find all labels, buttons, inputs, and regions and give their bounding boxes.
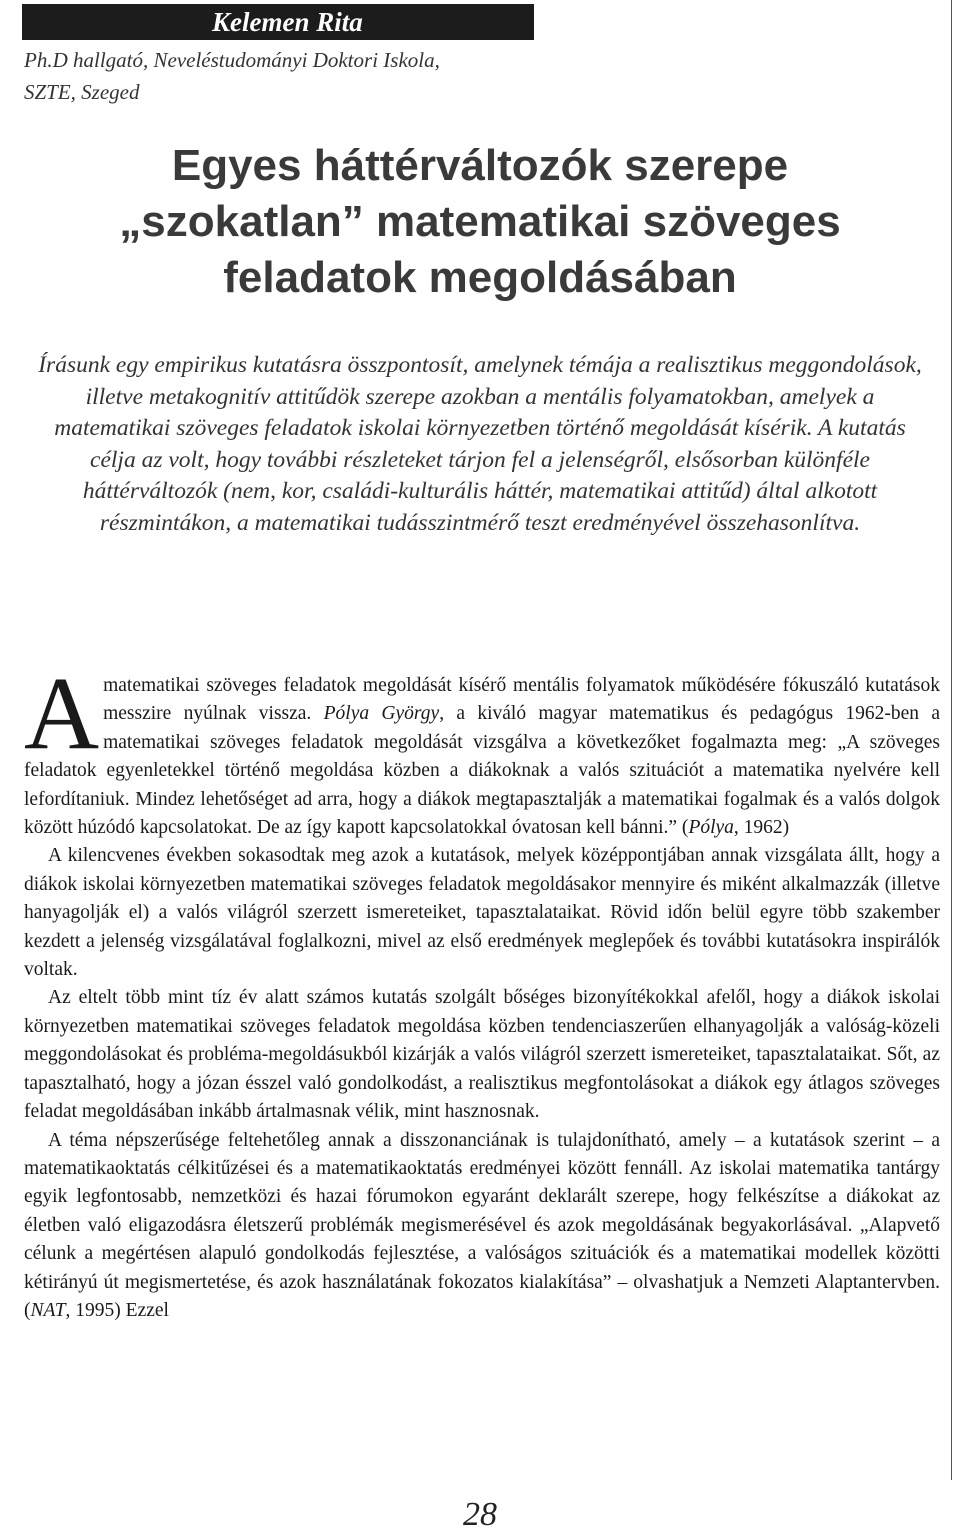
page-number: 28 — [463, 1496, 497, 1533]
citation-polya: Pólya — [688, 817, 734, 839]
paragraph-4-text-b: , 1995) Ezzel — [65, 1299, 169, 1321]
paragraph-1-text-a: matematikai szöveges feladatok megoldását kísérő mentális folyamatok működésére fókuszáló kutatások messzire nyúlnak vissza. — [103, 675, 940, 725]
abstract: Írásunk egy empirikus kutatásra összpontosít, amelynek témája a realisztikus meggondolások, illetve metakognitív attitűdök szerepe azokban a mentális folyamatokban, amelyek a matematikai szöveges feladatok iskolai környezetben történő megoldását kísérik. A kutatás célja az volt, hogy további részleteket tárjon fel a jelenségről, elsősorban különféle háttérváltozók (nem, kor, családi-kulturális háttér, matematikai attitűd) által alkotott részmintákon, a matematikai tudásszintmérő teszt eredményével összehasonlítva. — [38, 352, 922, 536]
paragraph-2: A kilencvenes években sokasodtak meg azok a kutatások, melyek középpontjában annak vizsgálata állt, hogy a diákok iskolai környezetben matematikai szöveges feladatok megoldásakor mennyire és miként alkalmazzák (illetve hanyagolják el) a valós világról szerzett ismereteiket, tapasztalataikat. Rövid időn belül egyre több szakember kezdett a jelenség vizsgálatával foglalkozni, mivel az első eredmények meglepőek és további kutatásokra inspirálók voltak. — [24, 845, 940, 981]
author-affiliation — [24, 44, 584, 108]
paragraph-3: Az eltelt több mint tíz év alatt számos kutatás szolgált bőséges bizonyítékokkal afelől, hogy a diákok iskolai környezetben matematikai szöveges feladatok megoldása közben tendenciaszerűen elhanyagolják a valóság-közeli meggondolásokat és probléma-megoldásukból kizárják a valós világról szerzett ismereteiket, tapasztalataikat. Sőt, az tapasztalható, hogy a józan ésszel való gondolkodást, a realisztikus megfontolásokat a diákok egy átlagos szöveges feladat megoldásában inkább ártalmasnak vélik, mint hasznosnak. — [24, 987, 940, 1123]
title-line-1: Egyes háttérváltozók szerepe — [171, 141, 789, 190]
drop-cap: A — [24, 656, 100, 771]
title-line-3: feladatok megoldásában — [223, 253, 737, 302]
paragraph-1-text-c: , 1962) — [733, 817, 790, 839]
affiliation-line-2: SZTE, Szeged — [24, 80, 140, 104]
paragraph-4-text-a: A téma népszerűsége feltehetőleg annak a disszonanciának is tulajdonítható, amely – a kutatások szerint – a matematikaoktatás célkitűzései és a matematikaoktatás eredményei között fennáll. Az iskolai matematika tantárgy egyik legfontosabb, nemzetközi és hazai fórumokon egyaránt deklarált szerepe, hogy felkészítse a diákokat az életben való eligazodásra életszerű problémák megismerésével és azok megoldásának begyakorlásával. „Alapvető célunk a megértésen alapuló gondolkodás fejlesztése, a valóságos szituációk és a matematikai modellek közötti kétirányú út megismertetése, és azok használatának fokozatos kialakítása” – olvashatjuk a Nemzeti Alaptantervben. ( — [24, 1129, 940, 1321]
paragraph-1 — [24, 656, 940, 842]
affiliation-line-1: Ph.D hallgató, Neveléstudományi Doktori Iskola, — [24, 48, 440, 72]
article-title — [0, 138, 960, 306]
citation-nat: NAT — [30, 1299, 66, 1321]
author-name: Kelemen Rita — [212, 7, 363, 37]
title-line-2: „szokatlan” matematikai szöveges — [119, 197, 841, 246]
paragraph-1-text-b: , a kiváló magyar matematikus és pedagógus 1962-ben a matematikai szöveges feladatok megoldását vizsgálva a következőket fogalmazta meg: „A szöveges feladatok egyenletekkel történő megoldása közben a diákoknak a valós szituációt a matematika nyelvére kell lefordítaniuk. Mindez lehetőséget ad arra, hogy a diákok megtapasztalják a matematikai fogalmak és a valós dolgok között húzódó kapcsolatokat. De az így kapott kapcsolatokkal óvatosan kell bánni.” ( — [24, 703, 940, 839]
author-reference-name: Pólya György — [323, 703, 440, 725]
author-header-bar — [22, 4, 534, 40]
paragraph-4 — [24, 1127, 940, 1326]
article-body — [24, 656, 940, 1325]
